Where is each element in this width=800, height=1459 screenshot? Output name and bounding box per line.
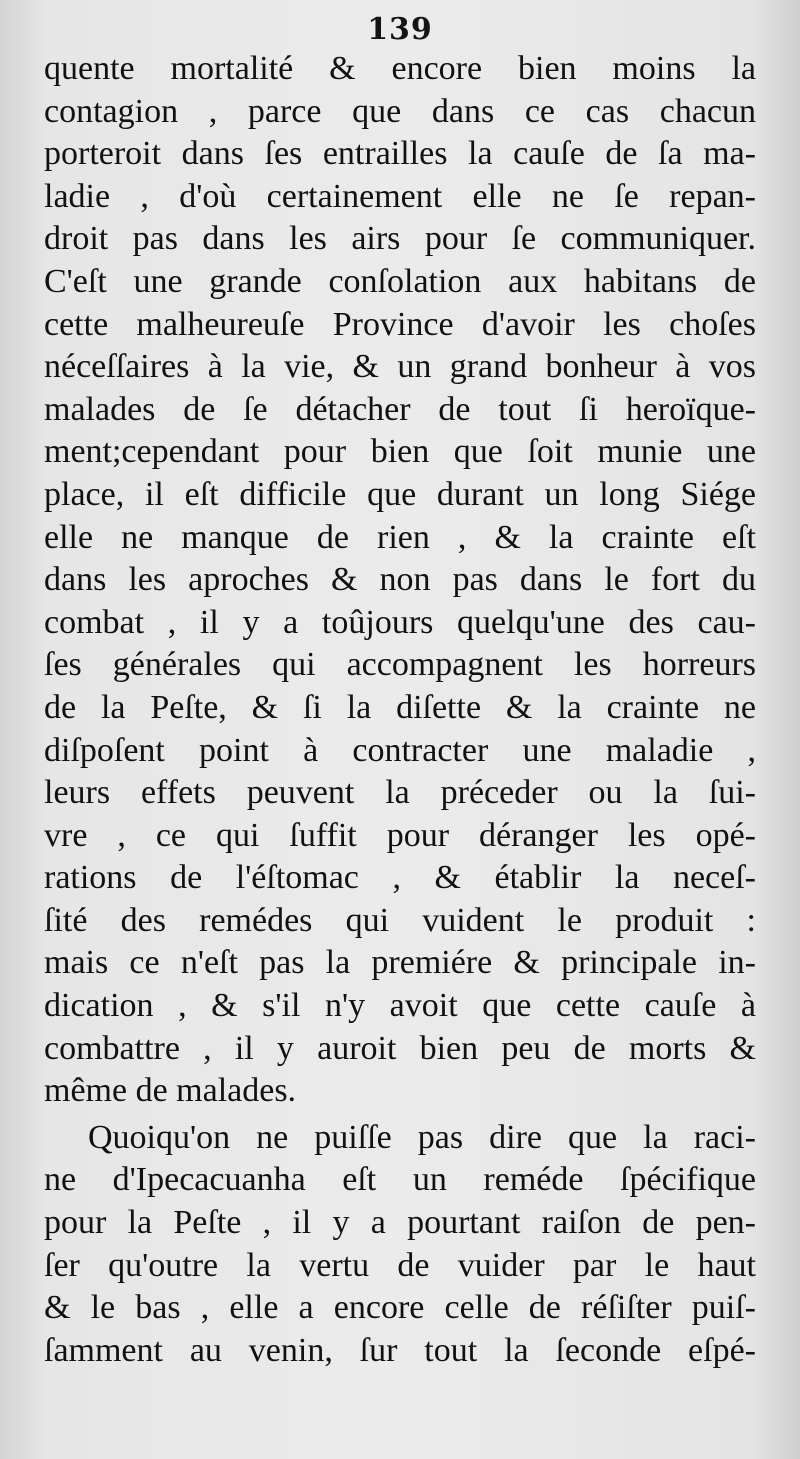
text-line: malades de ſe détacher de tout ſi heroïque- (44, 390, 756, 428)
text-line: porteroit dans ſes entrailles la cauſe de ſa ma- (44, 135, 756, 173)
text-line: mais ce n'eſt pas la premiére & principale in- (44, 944, 756, 982)
text-line: ne d'Ipecacuanha eſt un reméde ſpécifique (44, 1161, 756, 1199)
paragraph-1 (44, 48, 756, 1113)
text-line: combat , il y a toûjours quelqu'une des cau- (44, 603, 756, 641)
text-line: contagion , parce que dans ce cas chacun (44, 92, 756, 130)
text-line: leurs effets peuvent la préceder ou la ſui- (44, 774, 756, 812)
text-line: ſer qu'outre la vertu de vuider par le haut (44, 1246, 756, 1284)
text-line: combattre , il y auroit bien peu de morts & (44, 1029, 756, 1067)
text-line: ment;cependant pour bien que ſoit munie une (44, 433, 756, 471)
text-line: rations de l'éſtomac , & établir la neceſ- (44, 859, 756, 897)
page-number: 139 (367, 12, 433, 47)
text-line: même de malades. (44, 1072, 297, 1110)
text-line: Quoiqu'on ne puiſſe pas dire que la raci- (88, 1118, 756, 1156)
text-line: dans les aproches & non pas dans le fort du (44, 561, 756, 599)
text-line: droit pas dans les airs pour ſe communiquer. (44, 220, 756, 258)
text-line: ſamment au venin, ſur tout la ſeconde eſpé- (44, 1331, 756, 1369)
body-text (44, 48, 756, 1372)
text-line: de la Peſte, & ſi la diſette & la crainte ne (44, 688, 756, 726)
text-line: C'eſt une grande conſolation aux habitans de (44, 262, 756, 300)
text-line: place, il eſt difficile que durant un long Siége (44, 475, 756, 513)
text-line: cette malheureuſe Province d'avoir les choſes (44, 305, 756, 343)
text-line: quente mortalité & encore bien moins la (44, 50, 756, 87)
text-line: ſes générales qui accompagnent les horreurs (44, 646, 756, 684)
text-line: néceſſaires à la vie, & un grand bonheur à vos (44, 348, 756, 386)
text-line: ladie , d'où certainement elle ne ſe repan- (44, 177, 756, 215)
text-line: elle ne manque de rien , & la crainte eſt (44, 518, 756, 556)
text-line: vre , ce qui ſuffit pour déranger les opé- (44, 816, 756, 854)
text-line: dication , & s'il n'y avoit que cette cauſe à (44, 987, 756, 1025)
text-line: pour la Peſte , il y a pourtant raiſon de pen- (44, 1204, 756, 1242)
text-line: & le bas , elle a encore celle de réſiſter puiſ- (44, 1289, 756, 1327)
paragraph-2 (44, 1117, 756, 1373)
text-line: ſité des remédes qui vuident le produit : (44, 901, 756, 939)
text-line: diſpoſent point à contracter une maladie , (44, 731, 756, 769)
